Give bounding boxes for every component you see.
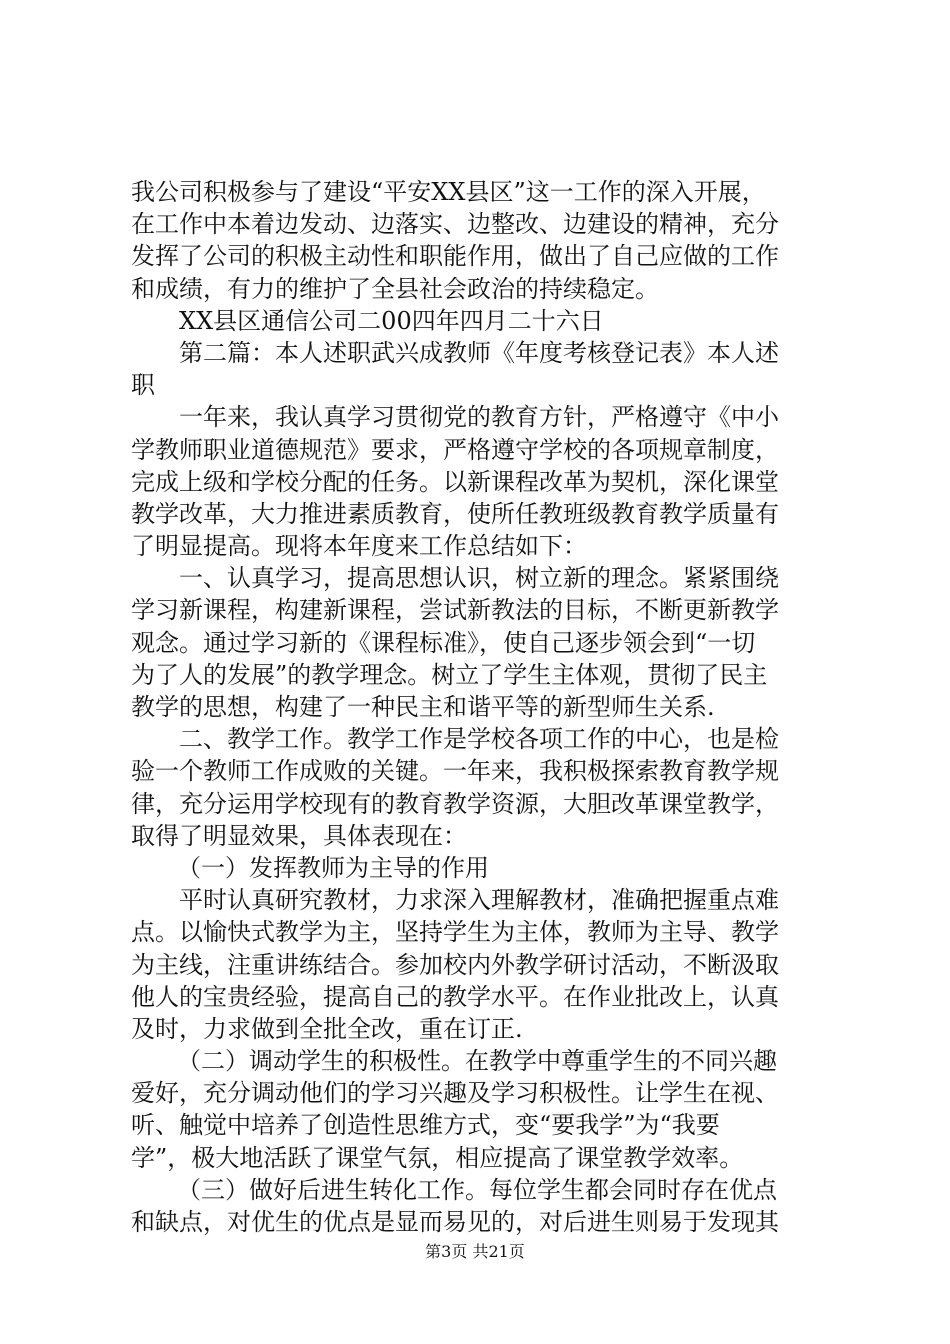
text-line: 在工作中本着边发动、边落实、边整改、边建设的精神，充分 (131, 210, 779, 239)
text-line: 取得了明显效果，具体表现在： (131, 821, 467, 850)
text-line: （三）做好后进生转化工作。每位学生都会同时存在优点 (177, 1175, 777, 1204)
page-footer (0, 1242, 950, 1262)
text-line: 律，充分运用学校现有的教育教学资源，大胆改革课堂教学， (131, 789, 779, 818)
text-line: 及时，力求做到全批全改，重在订正. (131, 1014, 523, 1043)
text-line: 一年来，我认真学习贯彻党的教育方针，严格遵守《中小 (179, 403, 779, 432)
text-line: 发挥了公司的积极主动性和职能作用，做出了自己应做的工作 (131, 242, 779, 271)
text-line: 和缺点，对优生的优点是显而易见的，对后进生则易于发现其 (131, 1208, 779, 1236)
text-line: 学”，极大地活跃了课堂气氛，相应提高了课堂教学效率。 (131, 1143, 744, 1172)
text-line: 教学的思想，构建了一种民主和谐平等的新型师生关系. (131, 693, 715, 721)
text-line: 爱好，充分调动他们的学习兴趣及学习积极性。让学生在视、 (131, 1079, 779, 1108)
text-line: 教学改革，大力推进素质教育，使所任教班级教育教学质量有 (131, 499, 779, 528)
text-line: 听、触觉中培养了创造性思维方式，变“要我学”为“我要 (131, 1111, 720, 1140)
document-body (131, 176, 827, 1238)
text-line: 二、教学工作。教学工作是学校各项工作的中心，也是检 (179, 725, 779, 754)
signature-line: XX县区通信公司二00四年四月二十六日 (179, 306, 604, 335)
text-line: 他人的宝贵经验，提高自己的教学水平。在作业批改上，认真 (131, 982, 779, 1011)
text-line: 为主线，注重讲练结合。参加校内外教学研讨活动，不断汲取 (131, 950, 779, 979)
page-number: 第3页 共21页 (425, 1242, 525, 1261)
text-line: 验一个教师工作成败的关键。一年来，我积极探索教育教学规 (131, 757, 779, 786)
text-line: 和成绩，有力的维护了全县社会政治的持续稳定。 (131, 274, 659, 303)
text-line: 我公司积极参与了建设“平安XX县区”这一工作的深入开展， (131, 178, 766, 206)
subsection-heading: （一）发挥教师为主导的作用 (177, 853, 489, 882)
text-line: （二）调动学生的积极性。在教学中尊重学生的不同兴趣 (177, 1047, 777, 1076)
section-heading: 第二篇：本人述职武兴成教师《年度考核登记表》本人述 (179, 338, 779, 367)
section-heading-continued: 职 (131, 371, 155, 400)
text-line: 观念。通过学习新的《课程标准》，使自己逐步领会到“一切 (131, 628, 756, 657)
text-line: 一、认真学习，提高思想认识，树立新的理念。紧紧围绕 (179, 564, 779, 593)
text-line: 为了人的发展”的教学理念。树立了学生主体观，贯彻了民主 (131, 660, 768, 689)
text-line: 学习新课程，构建新课程，尝试新教法的目标，不断更新教学 (131, 596, 779, 625)
text-line: 了明显提高。现将本年度来工作总结如下： (131, 532, 587, 561)
text-line: 平时认真研究教材，力求深入理解教材，准确把握重点难 (179, 886, 779, 915)
text-line: 点。以愉快式教学为主，坚持学生为主体，教师为主导、教学 (131, 918, 779, 947)
text-line: 完成上级和学校分配的任务。以新课程改革为契机，深化课堂 (131, 467, 779, 496)
text-line: 学教师职业道德规范》要求，严格遵守学校的各项规章制度， (131, 435, 779, 464)
